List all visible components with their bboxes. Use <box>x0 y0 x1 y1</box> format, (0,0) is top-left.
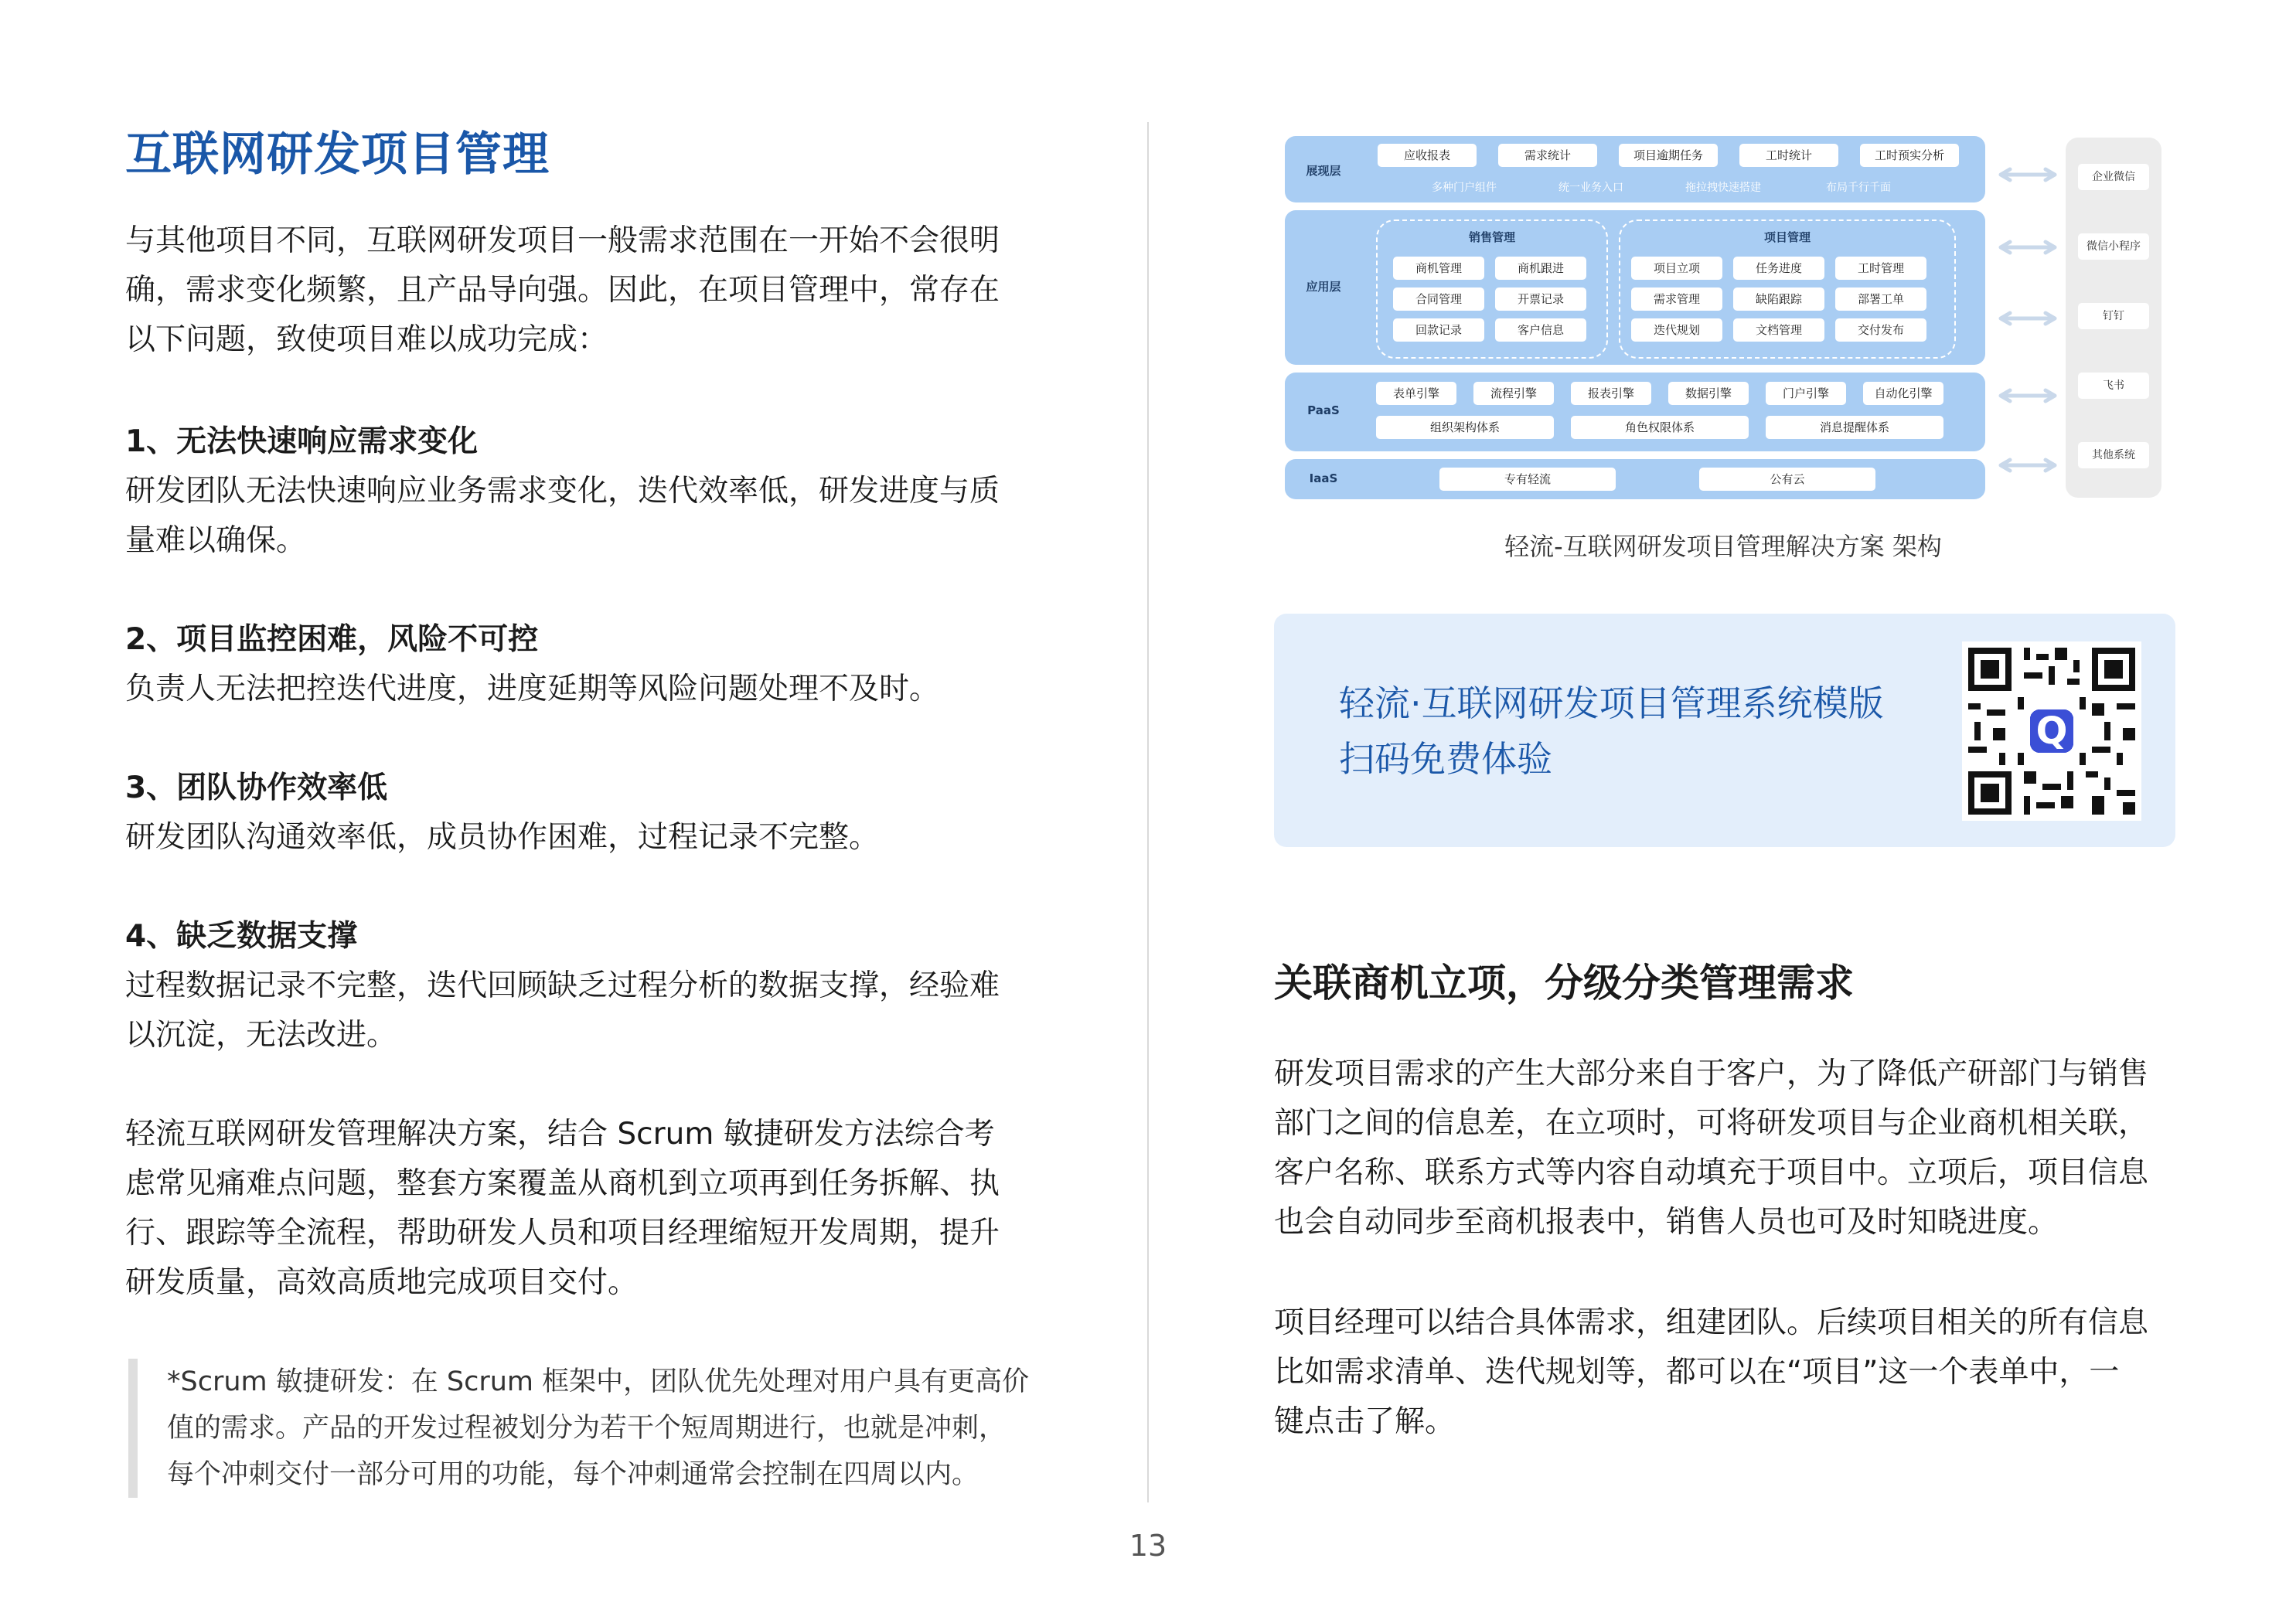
issue-line: 量难以确保。 <box>125 523 307 558</box>
layer-label: 应用层 <box>1306 280 1341 294</box>
diagram-chip: 交付发布 <box>1835 318 1926 342</box>
external-system-chip: 钉钉 <box>2078 303 2149 329</box>
diagram-chip: 商机跟进 <box>1495 257 1586 280</box>
layer-label: IaaS <box>1309 471 1338 485</box>
diagram-subtext: 多种门户组件 <box>1432 182 1497 194</box>
diagram-chip: 工时预实分析 <box>1860 144 1959 167</box>
body-line: 也会自动同步至商机报表中，销售人员也可及时知晓进度。 <box>1274 1205 2059 1240</box>
diagram-subtext: 统一业务入口 <box>1558 182 1623 194</box>
diagram-chip: 工时统计 <box>1739 144 1838 167</box>
body-line: 研发项目需求的产生大部分来自于客户，为了降低产研部门与销售 <box>1274 1056 2149 1091</box>
body-paragraph <box>1274 1298 2178 1447</box>
footnote-line: 值的需求。产品的开发过程被划分为若干个短周期进行，也就是冲刺， <box>167 1413 1007 1444</box>
body-line: 项目经理可以结合具体需求，组建团队。后续项目相关的所有信息 <box>1274 1305 2149 1340</box>
layer-label: 展现层 <box>1306 164 1341 178</box>
solution-paragraph <box>125 1110 1037 1308</box>
diagram-chip: 报表引擎 <box>1571 382 1651 405</box>
double-arrow-icon <box>1998 388 2058 403</box>
diagram-chip: 客户信息 <box>1495 318 1586 342</box>
diagram-chip: 部署工单 <box>1835 288 1926 311</box>
iaas-layer <box>1285 459 1985 499</box>
body-line: 键点击了解。 <box>1274 1404 1456 1439</box>
svg-text:Q: Q <box>2035 709 2068 753</box>
external-systems-panel <box>2066 138 2161 498</box>
scrum-footnote <box>128 1359 1079 1498</box>
layer-label: PaaS <box>1307 403 1340 417</box>
diagram-chip: 专有轻流 <box>1439 468 1616 491</box>
double-arrow-icon <box>1998 458 2058 473</box>
double-arrow-icon <box>1998 240 2058 255</box>
intro-paragraph <box>125 216 1037 365</box>
diagram-subtext: 拖拉拽快速搭建 <box>1685 182 1761 194</box>
diagram-chip: 缺陷跟踪 <box>1733 288 1824 311</box>
issue-item <box>125 912 1037 1060</box>
promo-text <box>1339 675 1884 787</box>
footnote-line: 每个冲刺交付一部分可用的功能，每个冲刺通常会控制在四周以内。 <box>167 1459 979 1490</box>
issue-line: 以沉淀，无法改进。 <box>125 1018 397 1053</box>
external-system-chip: 飞书 <box>2078 373 2149 399</box>
external-system-chip: 其他系统 <box>2078 442 2149 468</box>
diagram-chip: 合同管理 <box>1393 288 1484 311</box>
diagram-chip: 角色权限体系 <box>1571 416 1749 439</box>
solution-line: 行、跟踪等全流程，帮助研发人员和项目经理缩短开发周期，提升 <box>125 1216 1000 1250</box>
diagram-chip: 工时管理 <box>1835 257 1926 280</box>
issue-line: 研发团队无法快速响应业务需求变化，迭代效率低，研发进度与质 <box>125 474 1000 509</box>
intro-line: 确，需求变化频繁，且产品导向强。因此，在项目管理中，常存在 <box>125 273 1000 308</box>
body-line: 客户名称、联系方式等内容自动填充于项目中。立项后，项目信息 <box>1274 1155 2149 1190</box>
diagram-caption: 轻流-互联网研发项目管理解决方案 架构 <box>1504 532 1942 561</box>
group-title: 项目管理 <box>1763 230 1811 244</box>
diagram-chip: 数据引擎 <box>1668 382 1749 405</box>
solution-line: 轻流互联网研发管理解决方案，结合 Scrum 敏捷研发方法综合考 <box>125 1117 995 1152</box>
group-title: 销售管理 <box>1468 230 1515 244</box>
architecture-diagram <box>1285 136 2161 499</box>
presentation-layer <box>1285 136 1985 202</box>
diagram-chip: 门户引擎 <box>1766 382 1846 405</box>
issue-item <box>125 417 1037 566</box>
diagram-chip: 文档管理 <box>1733 318 1824 342</box>
page-number: 13 <box>1129 1529 1167 1563</box>
solution-line: 研发质量，高效高质地完成项目交付。 <box>125 1265 639 1300</box>
diagram-chip: 项目逾期任务 <box>1619 144 1718 167</box>
intro-line: 以下问题，致使项目难以成功完成： <box>125 322 608 357</box>
diagram-chip: 流程引擎 <box>1473 382 1554 405</box>
page-title: 互联网研发项目管理 <box>125 128 550 182</box>
project-group <box>1619 219 1956 359</box>
diagram-chip: 需求管理 <box>1631 288 1722 311</box>
promo-card <box>1274 614 2175 847</box>
issue-title: 1、无法快速响应需求变化 <box>125 424 479 459</box>
diagram-chip: 商机管理 <box>1393 257 1484 280</box>
body-paragraph <box>1274 1050 2178 1247</box>
issue-line: 负责人无法把控迭代进度，进度延期等风险问题处理不及时。 <box>125 672 940 706</box>
qr-code-icon[interactable] <box>1962 641 2141 821</box>
issues-list <box>125 417 1037 1110</box>
diagram-chip: 公有云 <box>1699 468 1875 491</box>
intro-line: 与其他项目不同，互联网研发项目一般需求范围在一开始不会很明 <box>125 223 1000 258</box>
diagram-chip: 迭代规划 <box>1631 318 1722 342</box>
diagram-chip: 组织架构体系 <box>1376 416 1554 439</box>
diagram-chip: 项目立项 <box>1631 257 1722 280</box>
application-layer <box>1285 210 1985 365</box>
issue-title: 4、缺乏数据支撑 <box>125 919 358 954</box>
issue-title: 3、团队协作效率低 <box>125 771 388 805</box>
body-line: 部门之间的信息差，在立项时，可将研发项目与企业商机相关联， <box>1274 1106 2149 1141</box>
diagram-chip: 自动化引擎 <box>1863 382 1943 405</box>
diagram-chip: 开票记录 <box>1495 288 1586 311</box>
section-title: 关联商机立项，分级分类管理需求 <box>1274 961 1854 1005</box>
diagram-subtext: 布局千行千面 <box>1826 182 1891 194</box>
body-line: 比如需求清单、迭代规划等，都可以在“项目”这一个表单中，一 <box>1274 1355 2120 1390</box>
issue-item <box>125 615 1037 714</box>
paas-layer <box>1285 373 1985 451</box>
external-system-chip: 企业微信 <box>2078 164 2149 190</box>
promo-line: 扫码免费体验 <box>1339 738 1552 780</box>
issue-item <box>125 764 1037 863</box>
issue-line: 过程数据记录不完整，迭代回顾缺乏过程分析的数据支撑，经验难 <box>125 968 1000 1003</box>
issue-line: 研发团队沟通效率低，成员协作困难，过程记录不完整。 <box>125 820 880 855</box>
diagram-chip: 需求统计 <box>1498 144 1597 167</box>
footnote-line: *Scrum 敏捷研发：在 Scrum 框架中，团队优先处理对用户具有更高价 <box>167 1366 1030 1397</box>
solution-line: 虑常见痛难点问题，整套方案覆盖从商机到立项再到任务拆解、执 <box>125 1166 1000 1201</box>
diagram-chip: 消息提醒体系 <box>1766 416 1943 439</box>
column-divider <box>1147 122 1149 1502</box>
sales-group <box>1376 219 1608 359</box>
double-arrow-icon <box>1998 167 2058 182</box>
external-system-chip: 微信小程序 <box>2078 233 2149 260</box>
diagram-chip: 表单引擎 <box>1376 382 1456 405</box>
diagram-chip: 任务进度 <box>1733 257 1824 280</box>
issue-title: 2、项目监控困难，风险不可控 <box>125 622 539 657</box>
double-arrow-icon <box>1998 311 2058 326</box>
diagram-chip: 应收报表 <box>1378 144 1477 167</box>
diagram-chip: 回款记录 <box>1393 318 1484 342</box>
promo-line: 轻流·互联网研发项目管理系统模版 <box>1339 682 1884 724</box>
